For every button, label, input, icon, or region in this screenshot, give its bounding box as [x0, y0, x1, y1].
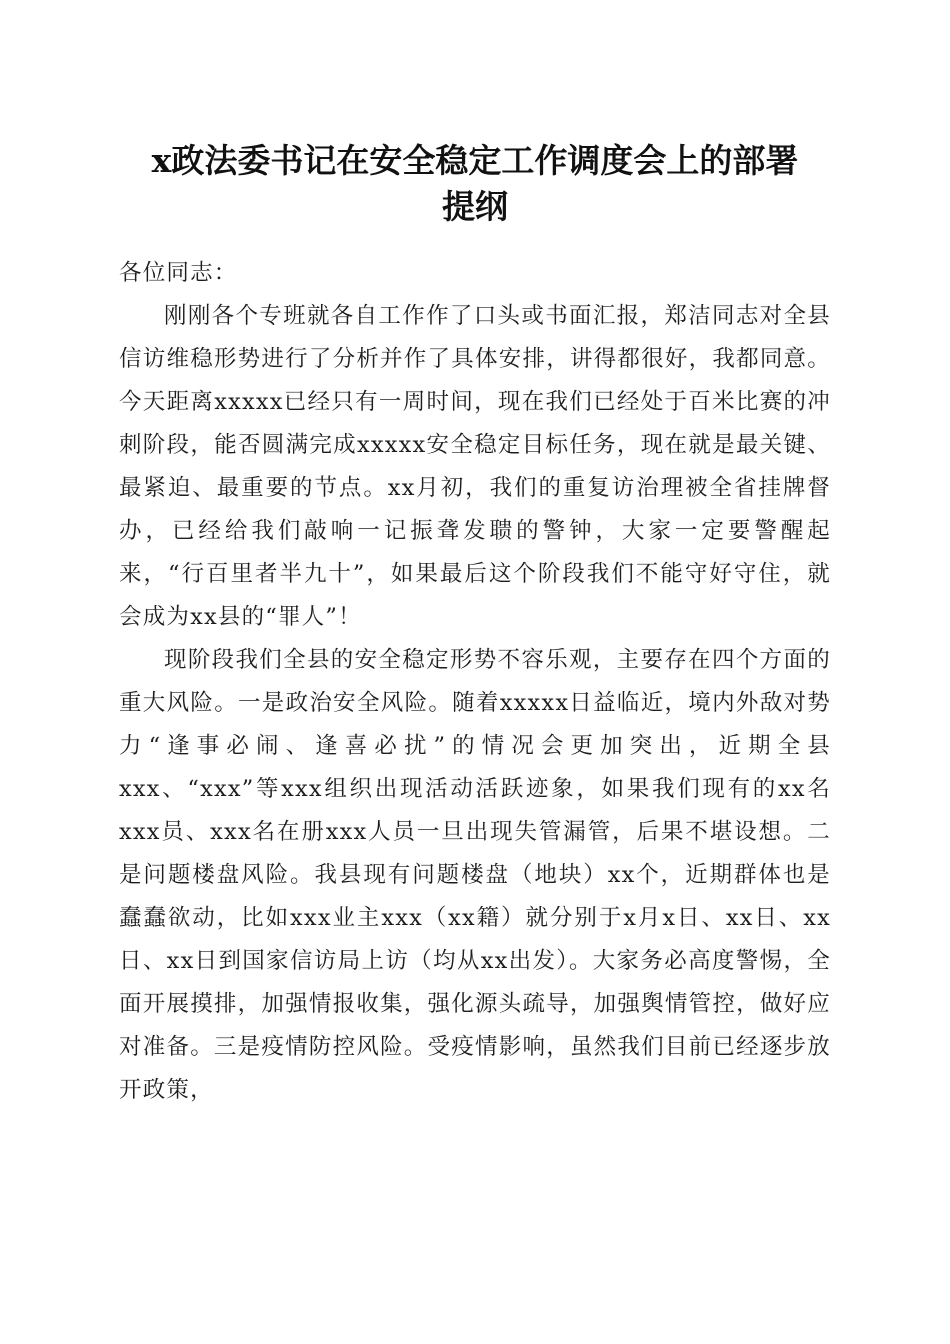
document-body	[119, 252, 831, 1112]
paragraph-1: 刚刚各个专班就各自工作作了口头或书面汇报，郑洁同志对全县信访维稳形势进行了分析并作了具体安排，讲得都很好，我都同意。今天距离xxxxx已经只有一周时间，现在我们已经处于百米比赛的冲刺阶段，能否圆满完成xxxxx安全稳定目标任务，现在就是最关键、最紧迫、最重要的节点。xx月初，我们的重复访治理被全省挂牌督办，已经给我们敲响一记振聋发聩的警钟，大家一定要警醒起来，“行百里者半九十”，如果最后这个阶段我们不能守好守住，就会成为xx县的“罪人”！	[119, 303, 831, 630]
title-line-2: 提纲	[442, 187, 508, 226]
title-line-1: x政法委书记在安全稳定工作调度会上的部署	[151, 141, 799, 180]
salutation: 各位同志：	[119, 260, 238, 286]
document-title	[110, 138, 840, 230]
paragraph-2: 现阶段我们全县的安全稳定形势不容乐观，主要存在四个方面的重大风险。一是政治安全风险。随着xxxxx日益临近，境内外敌对势力“逢事必闹、逢喜必扰”的情况会更加突出，近期全县xxx、“xxx”等xxx组织出现活动活跃迹象，如果我们现有的xx名xxx员、xxx名在册xxx人员一旦出现失管漏管，后果不堪设想。二是问题楼盘风险。我县现有问题楼盘（地块）xx个，近期群体也是蠢蠢欲动，比如xxx业主xxx（xx籍）就分别于x月x日、xx日、xx日、xx日到国家信访局上访（均从xx出发）。大家务必高度警惕，全面开展摸排，加强情报收集，强化源头疏导，加强舆情管控，做好应对准备。三是疫情防控风险。受疫情影响，虽然我们目前已经逐步放开政策，	[119, 647, 831, 1103]
